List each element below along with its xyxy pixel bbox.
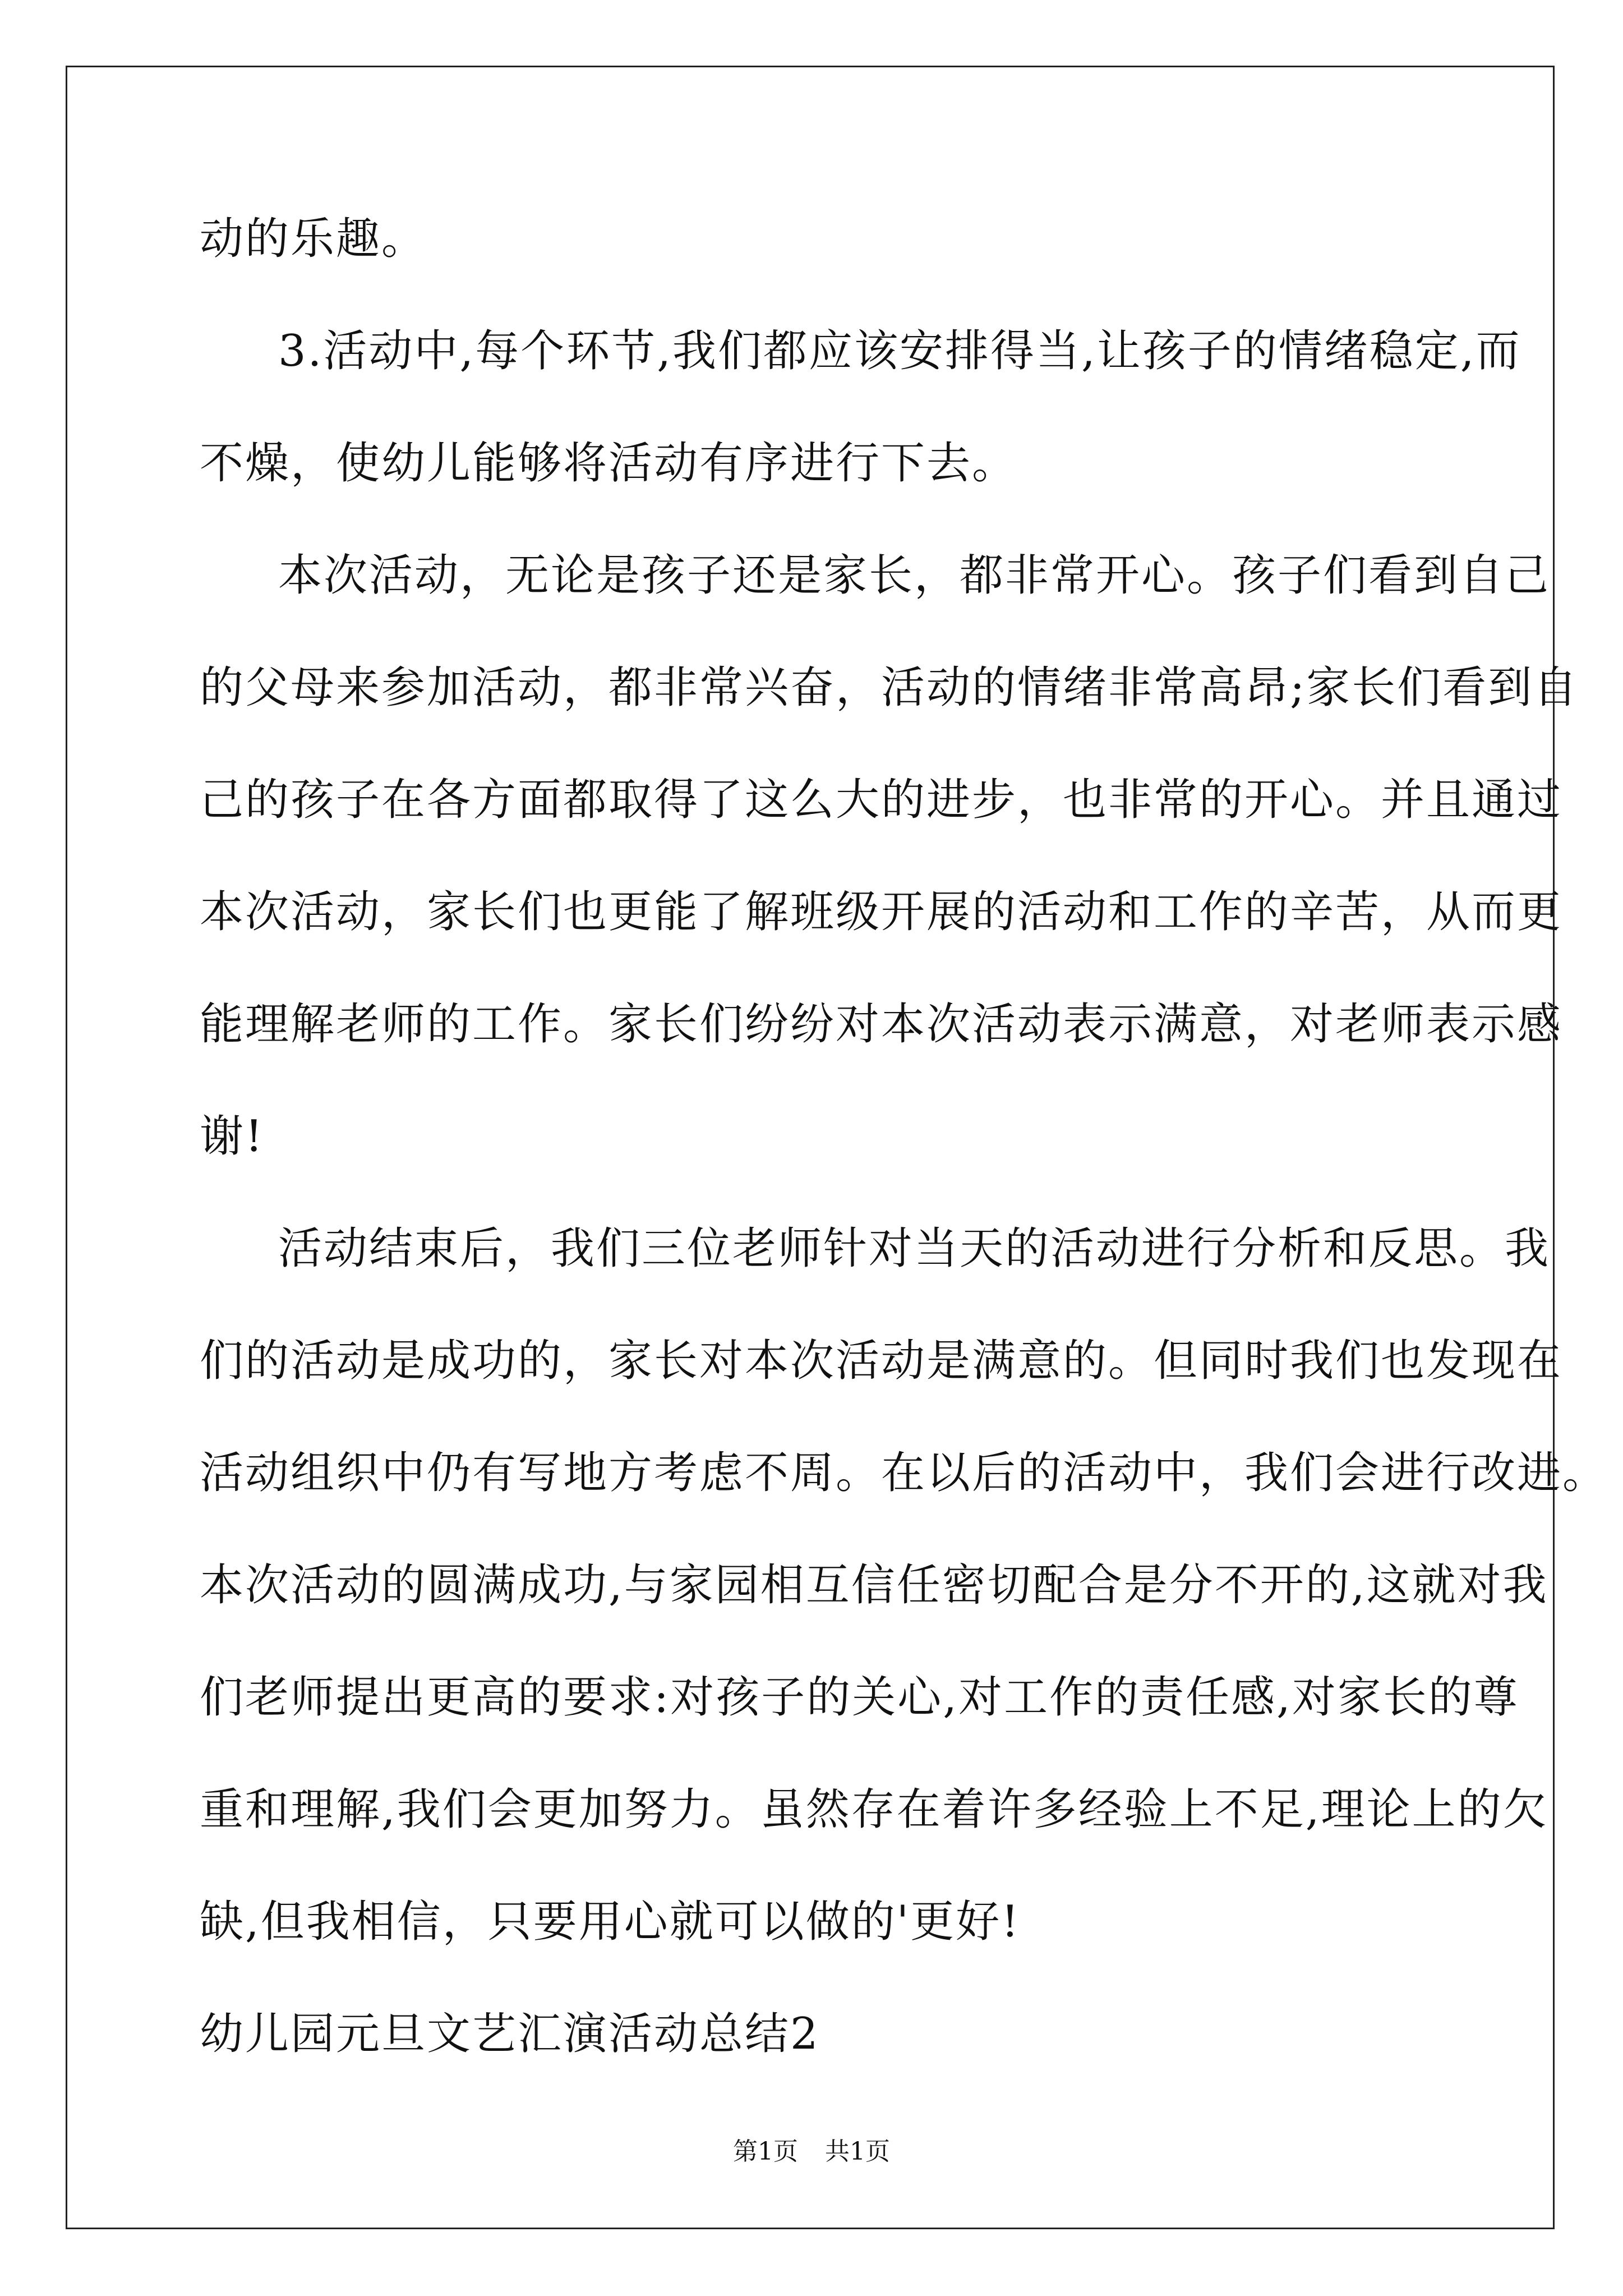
paragraph-3-line-3: 己的孩子在各方面都取得了这么大的进步，也非常的开心。并且通过 (200, 775, 1563, 825)
paragraph-2-line-2: 不燥，使幼儿能够将活动有序进行下去。 (200, 438, 1018, 489)
paragraph-4-line-3: 活动组织中仍有写地方考虑不周。在以后的活动中，我们会进行改进。 (200, 1448, 1608, 1498)
paragraph-2-line-1: 3.活动中,每个环节,我们都应该安排得当,让孩子的情绪稳定,而 (278, 326, 1521, 376)
paragraph-4-line-7: 缺,但我相信，只要用心就可以做的'更好! (200, 1897, 1021, 1947)
paragraph-4-line-1: 活动结束后，我们三位老师针对当天的活动进行分析和反思。我 (278, 1223, 1551, 1274)
page-number-total: 共1页 (825, 2137, 890, 2166)
paragraph-3-line-5: 能理解老师的工作。家长们纷纷对本次活动表示满意，对老师表示感 (200, 999, 1563, 1050)
paragraph-1-line-1: 动的乐趣。 (200, 214, 427, 264)
paragraph-3-line-2: 的父母来参加活动，都非常兴奋，活动的情绪非常高昂;家长们看到自 (200, 662, 1579, 713)
section-heading: 幼儿园元旦文艺汇演活动总结2 (200, 2009, 820, 2059)
paragraph-4-line-2: 们的活动是成功的，家长对本次活动是满意的。但同时我们也发现在 (200, 1336, 1563, 1386)
paragraph-3-line-4: 本次活动，家长们也更能了解班级开展的活动和工作的辛苦，从而更 (200, 887, 1563, 937)
page-number-current: 第1页 (733, 2137, 798, 2166)
paragraph-4-line-4: 本次活动的圆满成功,与家园相互信任密切配合是分不开的,这就对我 (200, 1560, 1548, 1611)
paragraph-3-line-6: 谢! (200, 1111, 265, 1162)
paragraph-3-line-1: 本次活动，无论是孩子还是家长，都非常开心。孩子们看到自己 (278, 550, 1551, 601)
page-footer (0, 2135, 1623, 2169)
paragraph-4-line-6: 重和理解,我们会更加努力。虽然存在着许多经验上不足,理论上的欠 (200, 1784, 1548, 1835)
paragraph-4-line-5: 们老师提出更高的要求:对孩子的关心,对工作的责任感,对家长的尊 (200, 1672, 1519, 1723)
